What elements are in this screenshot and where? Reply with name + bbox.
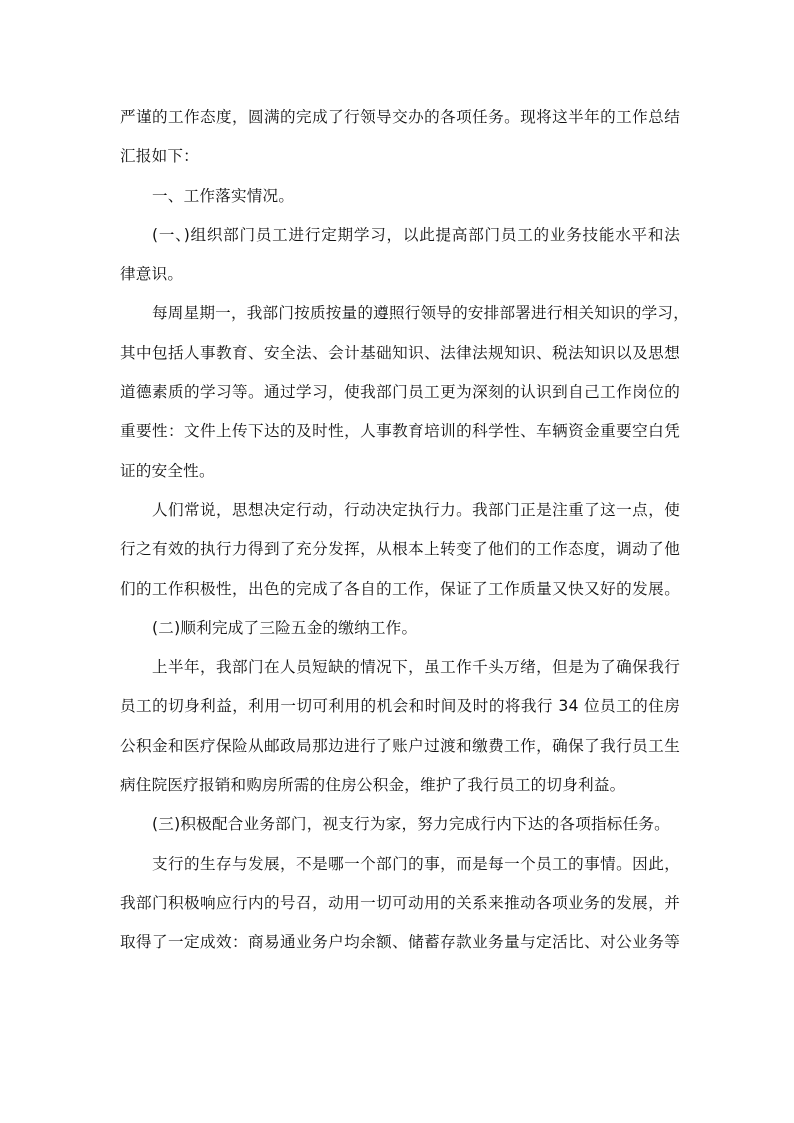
paragraph-line: 我部门积极响应行内的号召，动用一切可动用的关系来推动各项业务的发展，并: [120, 893, 680, 912]
paragraph-line: 汇报如下：: [120, 147, 199, 166]
paragraph-line: 律意识。: [120, 265, 184, 284]
paragraph-line: 取得了一定成效：商易通业务户均余额、储蓄存款业务量与定活比、对公业务等: [120, 933, 680, 952]
paragraph-first-line: (一、)组织部门员工进行定期学习，以此提高部门员工的业务技能水平和法: [152, 225, 680, 244]
paragraph-first-line: (二)顺利完成了三险五金的缴纳工作。: [152, 618, 418, 637]
document-body: [120, 98, 689, 963]
paragraph-line: 病住院医疗报销和购房所需的住房公积金，维护了我行员工的切身利益。: [120, 776, 626, 795]
paragraph-line: 其中包括人事教育、安全法、会计基础知识、法律法规知识、税法知识以及思想: [120, 343, 680, 362]
paragraph-line: 证的安全性。: [120, 461, 215, 480]
paragraph-line: 公积金和医疗保险从邮政局那边进行了账户过渡和缴费工作，确保了我行员工生: [120, 736, 680, 755]
paragraph-line: 严谨的工作态度，圆满的完成了行领导交办的各项任务。现将这半年的工作总结: [120, 108, 680, 126]
paragraph-line: 道德素质的学习等。通过学习，使我部门员工更为深刻的认识到自己工作岗位的: [120, 383, 680, 402]
paragraph-first-line: 人们常说，思想决定行动，行动决定执行力。我部门正是注重了这一点，使: [152, 500, 680, 519]
paragraph-line: 员工的切身利益，利用一切可利用的机会和时间及时的将我行 34 位员工的住房: [120, 697, 680, 716]
paragraph-line: 行之有效的执行力得到了充分发挥，从根本上转变了他们的工作态度，调动了他: [120, 540, 680, 559]
paragraph-first-line: (三)积极配合业务部门，视支行为家，努力完成行内下达的各项指标任务。: [152, 815, 670, 834]
paragraph-first-line: 一、工作落实情况。: [152, 186, 295, 205]
paragraph-first-line: 每周星期一，我部门按质按量的遵照行领导的安排部署进行相关知识的学习，: [152, 304, 689, 323]
paragraph-line: 们的工作积极性，出色的完成了各自的工作，保证了工作质量又快又好的发展。: [120, 579, 680, 598]
paragraph-line: 重要性：文件上传下达的及时性，人事教育培训的科学性、车辆资金重要空白凭: [120, 422, 680, 441]
paragraph-first-line: 上半年，我部门在人员短缺的情况下，虽工作千头万绪，但是为了确保我行: [152, 658, 680, 677]
paragraph-first-line: 支行的生存与发展，不是哪一个部门的事，而是每一个员工的事情。因此，: [152, 854, 680, 873]
